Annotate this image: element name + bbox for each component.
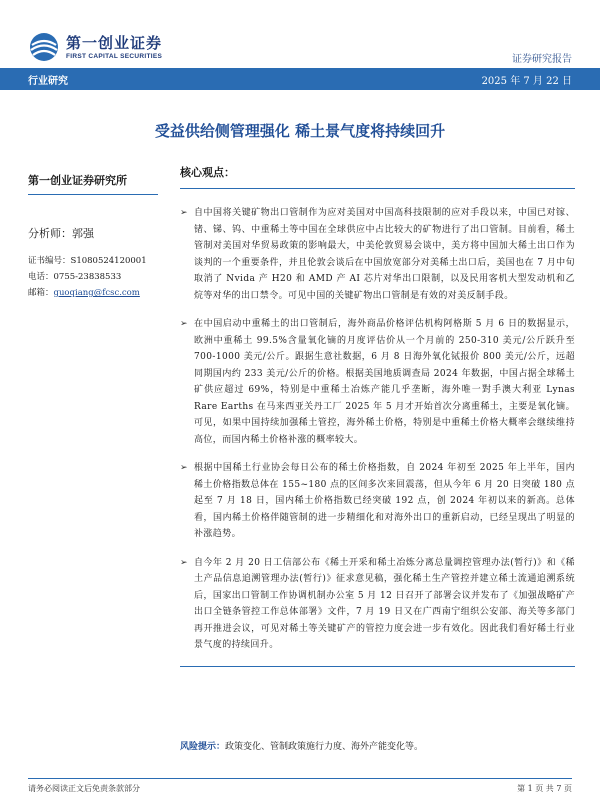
core-paragraph <box>180 316 575 448</box>
email-label: 邮箱： <box>28 288 54 298</box>
email-link[interactable]: guoqiang@fcsc.com <box>53 288 140 298</box>
globe-logo-icon <box>28 31 60 63</box>
divider <box>180 666 575 667</box>
paragraph-text: 在中国启动中重稀土的出口管制后，海外商品价格评估机构阿格斯 5 月 6 日的数据显示，欧洲中重稀土 99.5%含量氧化镝的月度评估价从一个月前的 250-310 美元/公斤跃升至 700-1000 美元/公斤。跟据生意社数据，6 月 8 日海外氧化铽报价 800 美元/公斤，远超同期国内约 233 美元/公斤的价格。根据美国地质调查局 2024 年数据，中国占据全球稀土矿供应超过 69%，特别是中重稀土冶炼产能几乎垄断，海外唯一對手澳大利亚 Lynas Rare Earths 在马来西亚关丹工厂 2025 年 5 月才开始首次分离重稀土，主要是氧化镝。可见，如果中国持续加强稀土管控，海外稀土价格，特别是中重稀土价格大概率会继续维持高位，而国内稀土价格补涨的概率较大。 <box>194 319 575 445</box>
arrow-bullet-icon: ➢ <box>180 319 188 329</box>
brand-name-cn: 第一创业证券 <box>66 33 163 52</box>
risk-label: 风险提示： <box>180 742 226 752</box>
core-paragraph <box>180 205 575 304</box>
email-row <box>28 285 158 301</box>
report-date: 2025 年 7 月 22 日 <box>481 76 572 87</box>
core-paragraph <box>180 460 575 543</box>
brand-name-en: FIRST CAPITAL SECURITIES <box>66 52 163 60</box>
analyst-name: 分析师：郭强 <box>28 227 94 240</box>
risk-text: 政策变化、管制政策施行力度、海外产能变化等。 <box>225 742 424 752</box>
header-bar <box>0 68 600 90</box>
core-paragraph <box>180 555 575 654</box>
brand-logo <box>28 30 188 64</box>
cert-number: 证书编号：S1080524120001 <box>28 256 147 266</box>
paragraph-text: 自今年 2 月 20 日工信部公布《稀土开采和稀土冶炼分离总量调控管理办法(暂行)》和《稀土产品信息追溯管理办法(暂行)》征求意见稿，强化稀土生产管控并建立稀土流通追溯系统后，国家出口管制工作协调机制办公室 5 月 12 日召开了部署会议并发布了《加强战略矿产出口全链条管控工作总体部署》文件，7 月 19 日又在广西南宁组织公安部、海关等多部门再开推进会议，可见对稀土等关键矿产的管控力度会进一步有效化。因此我们看好稀土行业景气度的持续回升。 <box>194 557 575 650</box>
report-type: 证券研究报告 <box>512 54 572 65</box>
arrow-bullet-icon: ➢ <box>180 208 188 218</box>
footer-divider <box>28 778 572 779</box>
sidebar <box>28 172 158 301</box>
core-views <box>180 164 575 667</box>
report-header <box>0 0 600 70</box>
phone-number: 电话：0755-23838533 <box>28 272 122 282</box>
footer-disclaimer: 请务必阅读正文后免责条款部分 <box>28 784 140 793</box>
page-number: 第 1 页 共 7 页 <box>517 784 572 793</box>
risk-warning <box>180 739 575 755</box>
paragraph-text: 自中国将关键矿物出口管制作为应对美国对中国高科技限制的应对手段以来，中国已对镓、锗、锑、钨、中重稀土等中国在全球供应中占比较大的矿物进行了出口管制。目前看，稀土管制对美国对华贸易政策的影响最大，中美伦敦贸易会谈中，美方将中国加大稀土出口作为谈判的一个重要条件，并且伦敦会谈后在中国放宽部分对美稀土出口后，美国也在 7 月中旬取消了 Nvida 产 H20 和 AMD 产 AI 芯片对华出口限制，以及民用客机大型发动机和乙烷等对华的出口禁令。可见中国的关键矿物出口管制是有效的对美反制手段。 <box>194 208 575 301</box>
institute-name: 第一创业证券研究所 <box>28 172 158 195</box>
paragraph-text: 根据中国稀土行业协会每日公布的稀土价格指数，自 2024 年初至 2025 年上半年，国内稀土价格指数总体在 155~180 点的区间多次来回震荡，但从今年 6 月 20 日突破 180 点起至 7 月 18 日，国内稀土价格指数已经突破 192 点，创 2024 年初以来的新高。总体看，国内稀土价格伴随管制的进一步精细化和对海外出口的重新启动，已经呈现出了明显的补涨趋势。 <box>194 463 575 539</box>
arrow-bullet-icon: ➢ <box>180 557 188 568</box>
analyst-contact <box>28 253 158 301</box>
arrow-bullet-icon: ➢ <box>180 463 188 473</box>
report-title: 受益供给侧管理强化 稀土景气度将持续回升 <box>154 122 446 140</box>
section-label: 行业研究 <box>28 76 68 87</box>
core-heading: 核心观点： <box>180 164 575 189</box>
